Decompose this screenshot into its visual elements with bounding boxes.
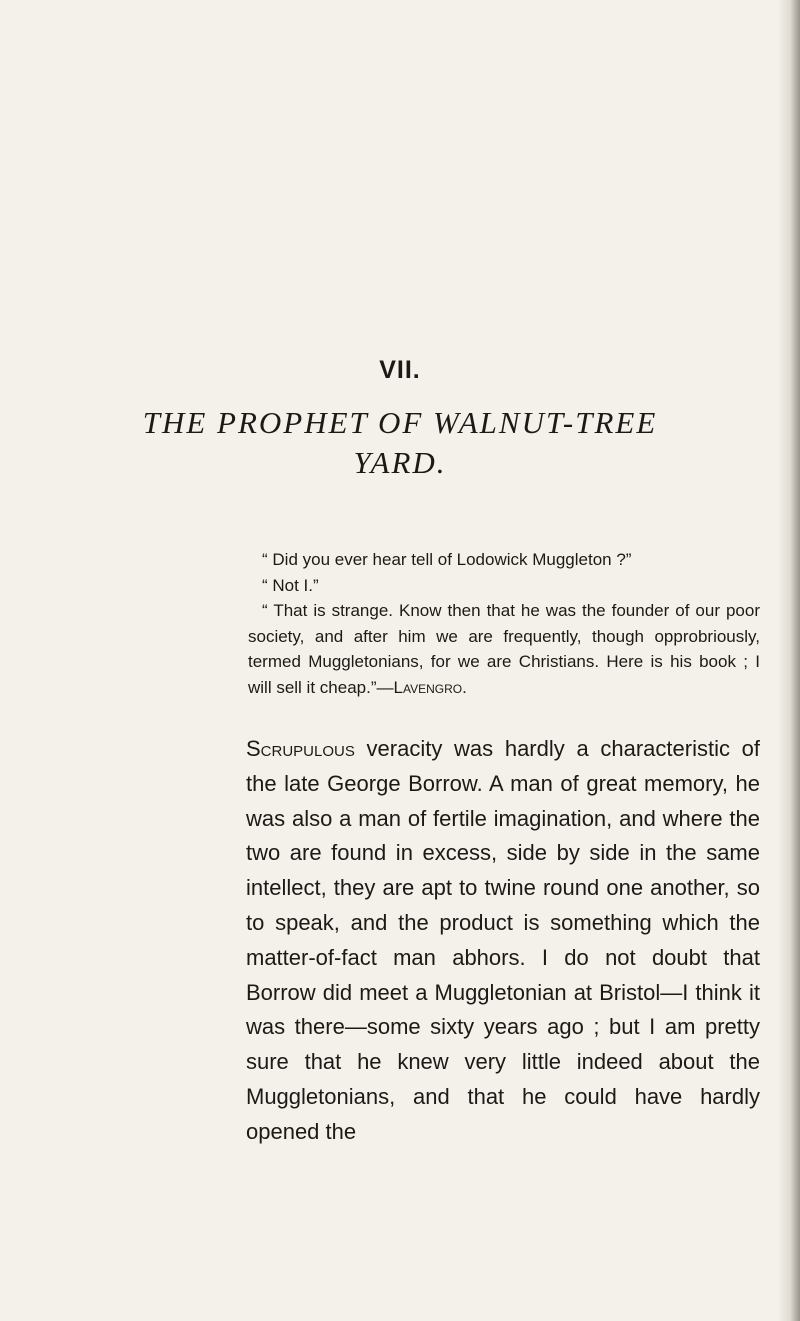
epigraph	[248, 547, 760, 701]
epigraph-line-1: “ Did you ever hear tell of Lodowick Muggleton ?”	[262, 550, 632, 569]
epigraph-line-2: “ Not I.”	[262, 575, 319, 595]
paragraph-lead-word: Scrupulous	[246, 736, 355, 761]
epigraph-line-3	[248, 598, 760, 700]
chapter-title	[0, 403, 800, 483]
page-edge-shadow	[778, 0, 800, 1321]
chapter-number: VII.	[379, 356, 421, 384]
paragraph-text: veracity was hardly a characteristic of the late George Borrow. A man of great memory, he was also a man of fertile imagination, and where the two are found in excess, side by side in the same intellect, they are apt to twine round one another, so to speak, and the product is something which the matter-of-fact man abhors. I do not doubt that Borrow did meet a Muggletonian at Bristol—I think it was there—some sixty years ago ; but I am pretty sure that he knew very little indeed about the Muggletonians, and that he could have hardly opened the	[246, 736, 760, 1144]
epigraph-source: Lavengro.	[393, 677, 467, 697]
chapter-title-line-2: YARD.	[353, 445, 447, 480]
body-paragraph	[246, 732, 760, 1150]
epigraph-quote-text: “ That is strange. Know then that he was the founder of our poor society, and after him we are frequently, though opprobriously, termed Muggletonians, for we are Christians. Here is his book ; I will sell it cheap.”—	[248, 601, 760, 697]
chapter-title-line-1: THE PROPHET OF WALNUT-TREE	[142, 405, 658, 440]
